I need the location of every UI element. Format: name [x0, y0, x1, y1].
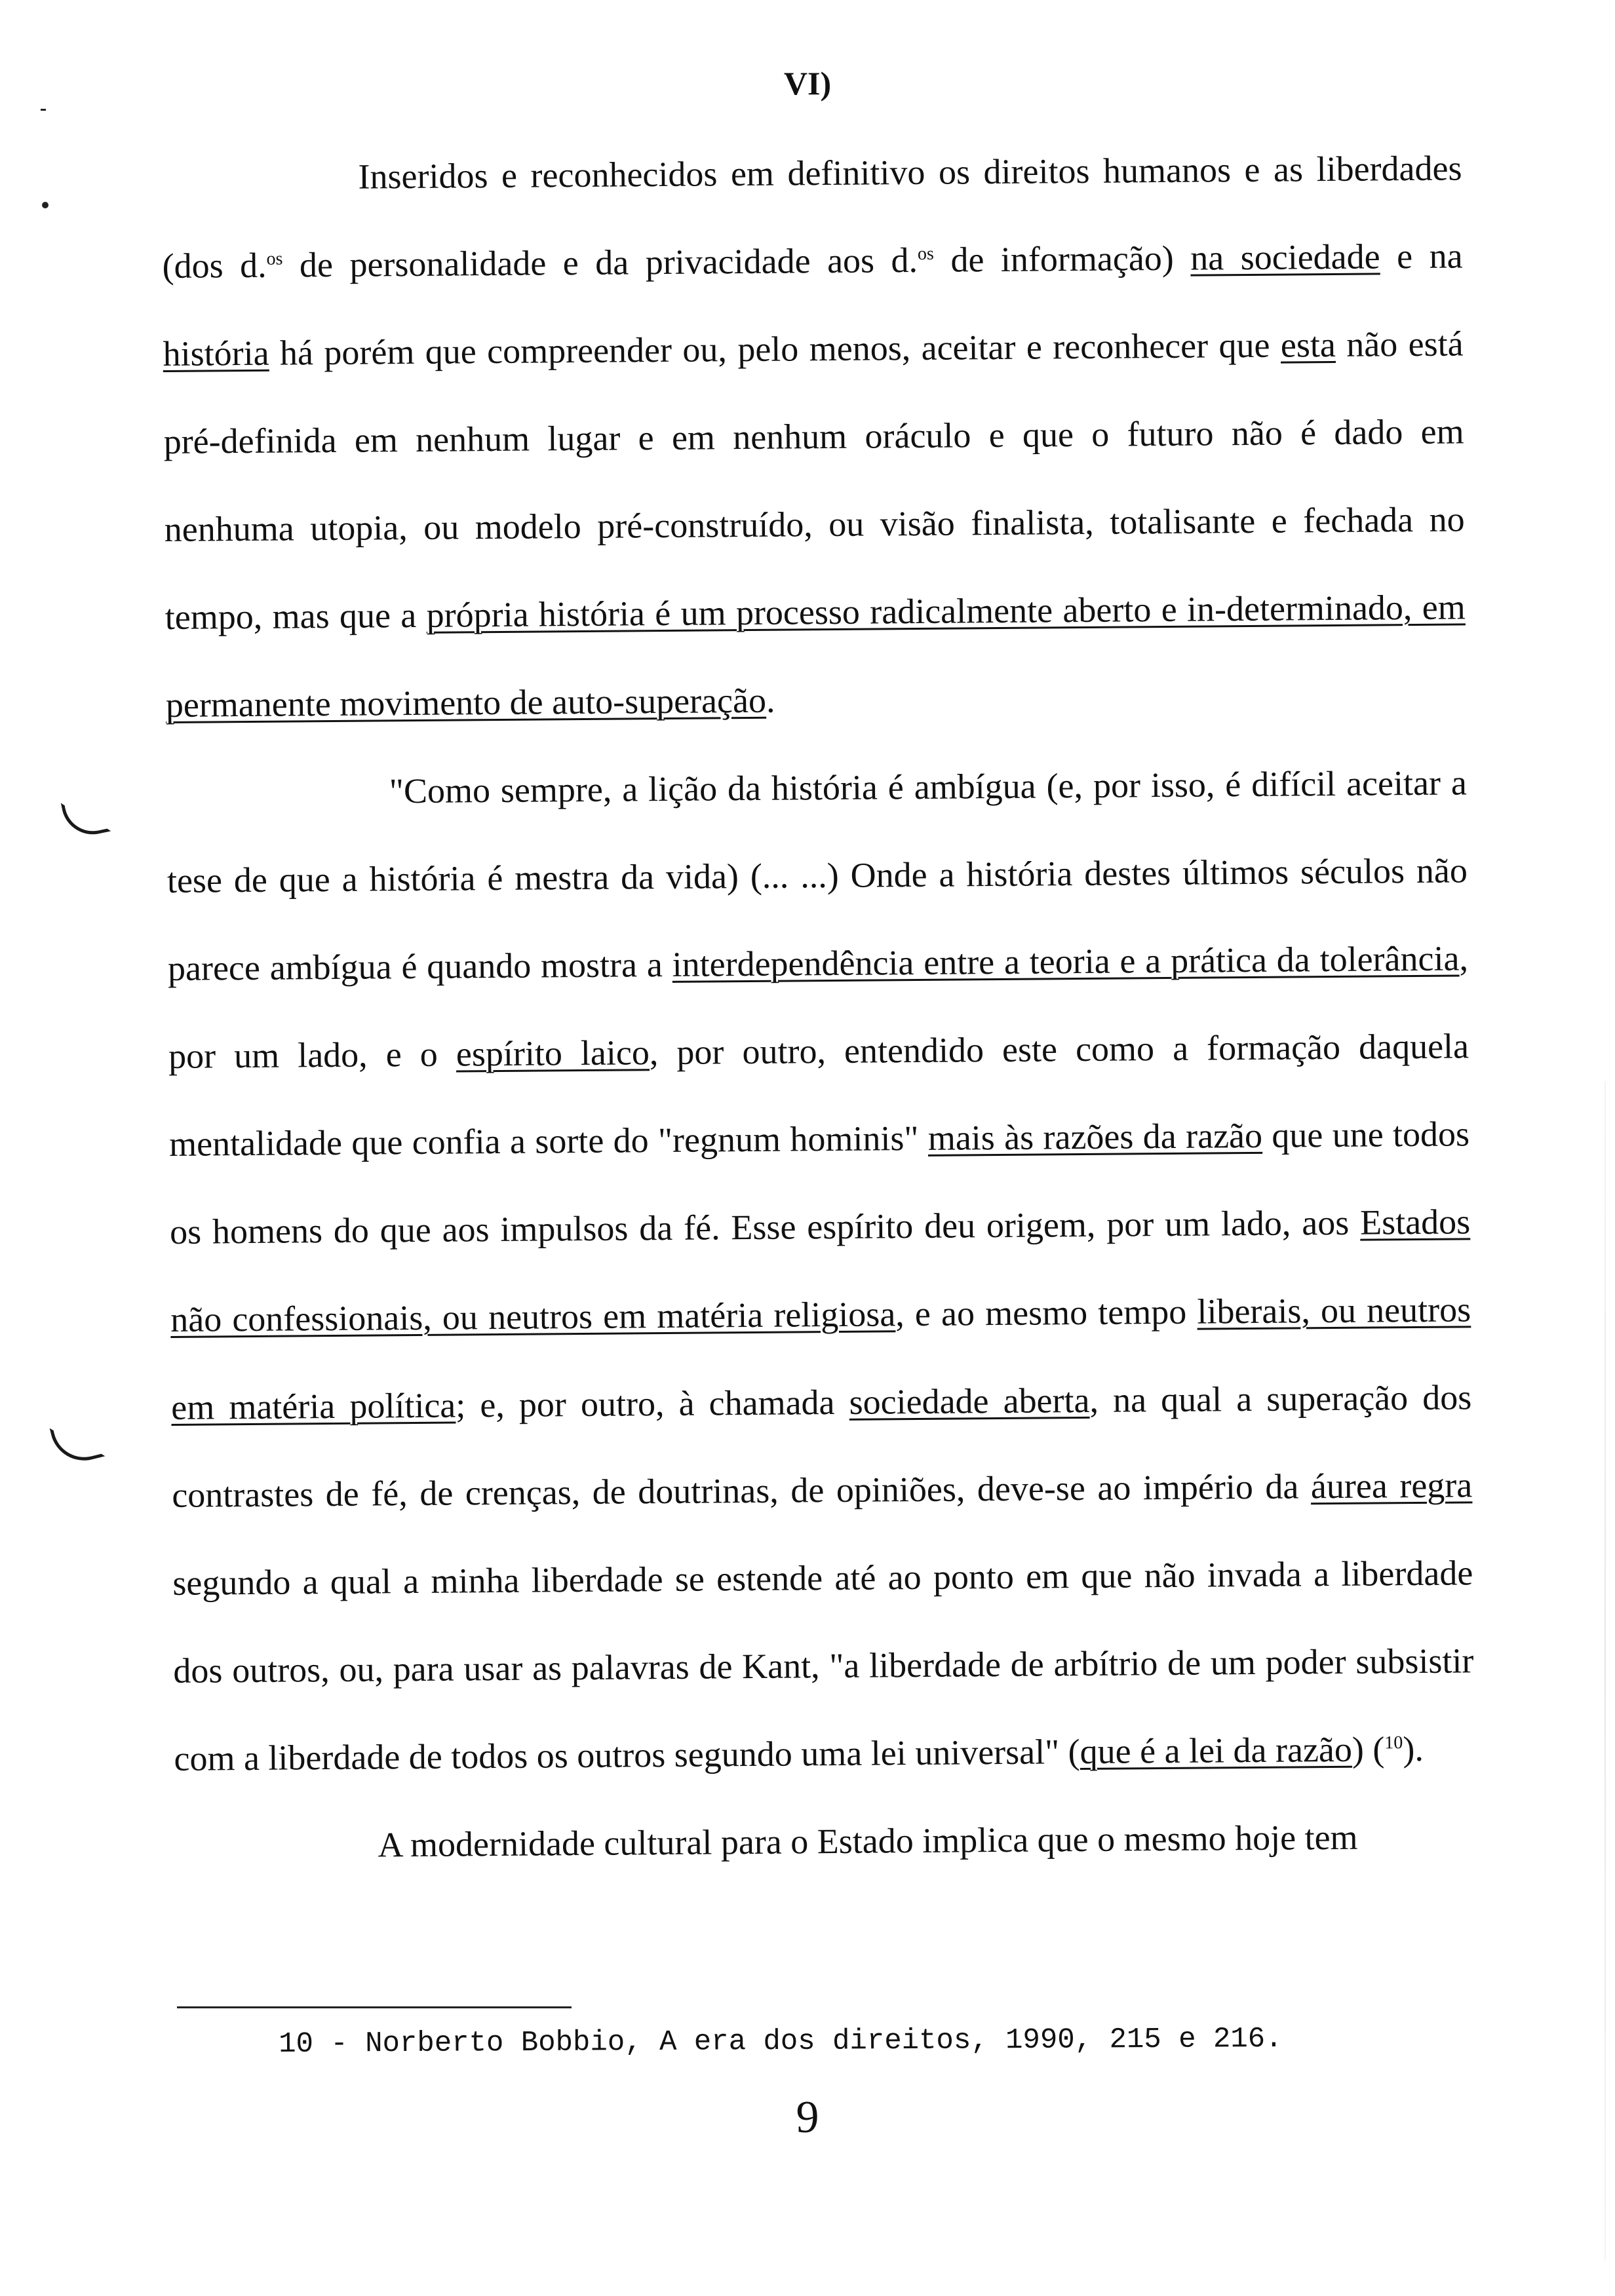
underlined-text: Estados não confessionais, ou neutros em matéria religiosa — [170, 1202, 1471, 1339]
text-run: que une todos os homens do que aos impulsos da fé. Esse espírito deu origem, por um lado, aos — [169, 1114, 1470, 1252]
underlined-text: liberais, ou neutros em matéria política — [171, 1290, 1471, 1427]
text-run: Inseridos e reconhecidos em definitivo os direitos humanos e as liberdades (dos d. — [162, 148, 1462, 286]
text-run: A modernidade cultural para o Estado implica que o mesmo hoje tem — [378, 1817, 1358, 1865]
text-run: ) ( — [1352, 1729, 1385, 1769]
text-run: , por outro, entendido este como a formação daquela mentalidade que confia a sorte do "regnum hominis" — [168, 1026, 1469, 1164]
underlined-text: espírito laico — [456, 1033, 650, 1074]
text-run: há porém que compreender ou, pelo menos, aceitar e reconhecer que — [269, 325, 1281, 373]
section-heading: VI) — [783, 65, 832, 102]
paragraph-3 — [174, 1792, 1475, 1890]
superscript: os — [266, 248, 283, 269]
text-run: "Como sempre, a lição da história é ambígua (e, por isso, é difícil aceitar a tese de que a história é mestra da vida) (... ...) Onde a história destes últimos séculos não parece ambígua é quando mostra a — [166, 763, 1468, 988]
text-run: . — [766, 680, 775, 720]
text-run: não está pré-definida em nenhum lugar e em nenhum oráculo e que o futuro não é dado em nenhuma utopia, ou modelo pré-construído, ou visão finalista, totalisante e fechada no tempo, mas que a — [163, 324, 1465, 637]
text-run: e na — [1380, 236, 1463, 277]
text-run: de personalidade e da privacidade aos d. — [282, 240, 918, 285]
text-run: ; e, por outro, à chamada — [456, 1382, 849, 1425]
underlined-text: interdependência entre a teoria e a prática da tolerância — [672, 938, 1460, 984]
superscript: 10 — [1384, 1732, 1403, 1753]
text-run: , por um lado, e o — [168, 938, 1469, 1076]
body-text — [161, 124, 1475, 1890]
margin-pencil-mark — [50, 1417, 106, 1468]
paragraph-1 — [161, 124, 1466, 749]
underlined-text: na sociedade — [1190, 237, 1380, 278]
underlined-text: sociedade aberta — [849, 1380, 1090, 1422]
scan-edge-shadow — [1605, 1081, 1606, 2261]
underlined-text: própria história é um processo radicalmente aberto e in-determinado, em permanente movimento de auto-superação — [165, 587, 1466, 725]
margin-dot-mark — [42, 202, 49, 208]
margin-pencil-mark — [61, 794, 111, 840]
footnote-divider — [177, 2006, 572, 2008]
footnote: 10 - Norberto Bobbio, A era dos direitos, 1990, 215 e 216. — [279, 2022, 1283, 2061]
text-run: , e ao mesmo tempo — [895, 1292, 1197, 1334]
margin-tick-mark — [41, 106, 46, 111]
text-run: segundo a qual a minha liberdade se estende até ao ponto em que não invada a liberdade dos outros, ou, para usar as palavras de Kant, "a liberdade de arbítrio de um poder subsistir com a liberdade de todos os outros segundo uma lei universal" ( — [172, 1553, 1474, 1778]
underlined-text: esta — [1280, 324, 1336, 365]
text-run: de informação) — [933, 238, 1191, 280]
page-number: 9 — [796, 2092, 819, 2143]
underlined-text: mais às razões da razão — [927, 1115, 1263, 1158]
text-run: ). — [1403, 1729, 1424, 1769]
underlined-text: que é a lei da razão — [1080, 1729, 1353, 1772]
superscript: os — [917, 243, 934, 264]
underlined-text: história — [163, 333, 269, 373]
underlined-text: áurea regra — [1310, 1465, 1473, 1506]
text-run: , na qual a superação dos contrastes de fé, de crenças, de doutrinas, de opiniões, deve-se ao império da — [172, 1377, 1472, 1515]
paragraph-quote — [166, 738, 1475, 1803]
